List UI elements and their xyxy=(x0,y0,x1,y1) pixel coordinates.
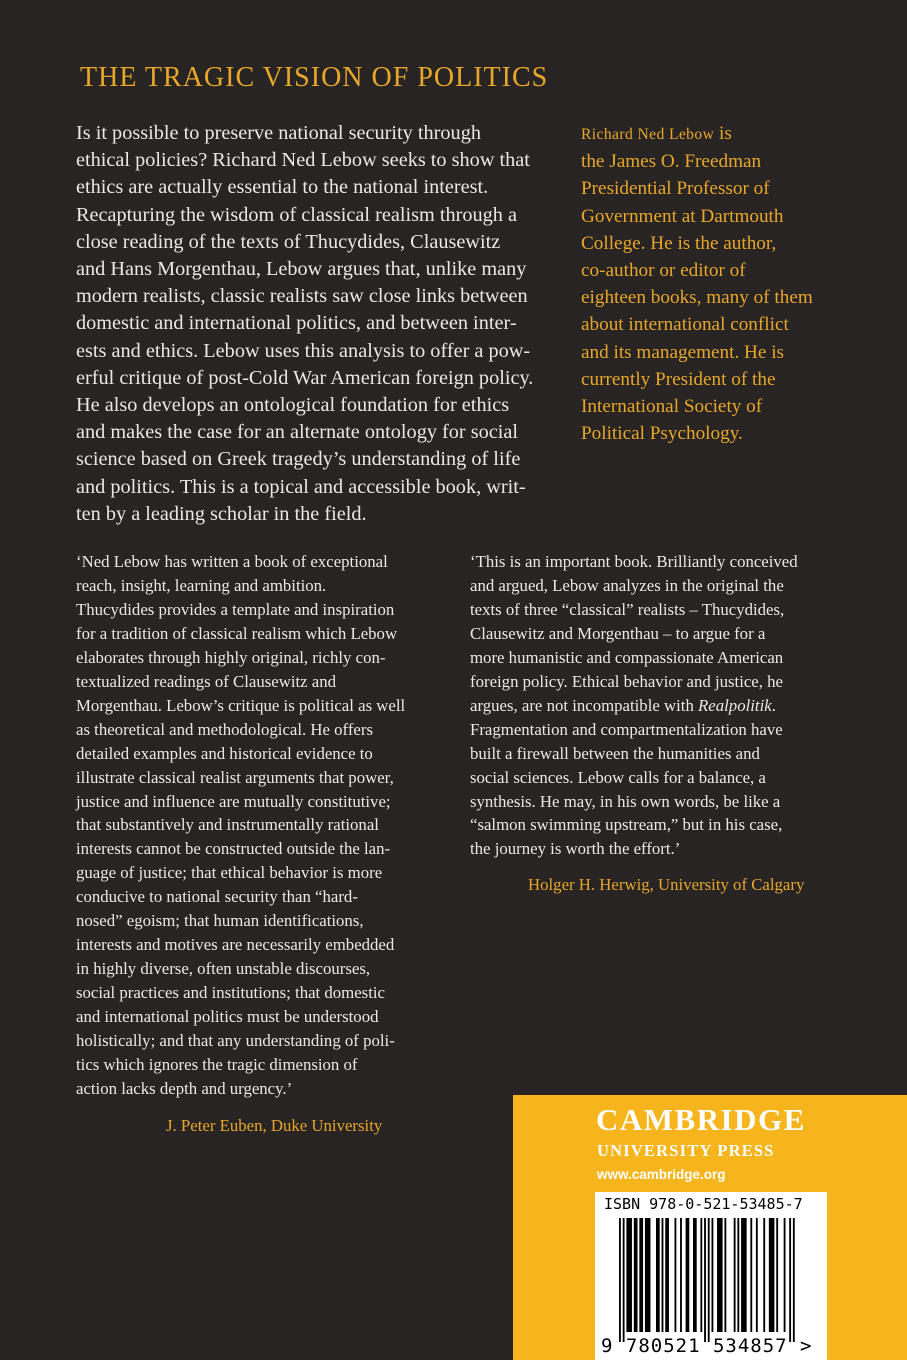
blurb-line: and Hans Morgenthau, Lebow argues that, unlike many xyxy=(76,258,527,281)
bio-first-line xyxy=(581,120,871,148)
quote1-line: guage of justice; that ethical behavior is more xyxy=(76,863,383,883)
barcode-bar xyxy=(626,1218,632,1332)
publisher-panel xyxy=(513,1095,907,1360)
quote1-line: and international politics must be understood xyxy=(76,1007,379,1027)
quote1-line: in highly diverse, often unstable discourses, xyxy=(76,959,371,979)
quote1-line: interests and motives are necessarily embedded xyxy=(76,935,395,955)
quote1-line: that substantively and instrumentally rational xyxy=(76,815,379,835)
bio-line: the James O. Freedman xyxy=(581,151,762,173)
blurb-line: He also develops an ontological foundation for ethics xyxy=(76,394,510,417)
blurb-line: and politics. This is a topical and accessible book, writ- xyxy=(76,475,526,498)
publisher-url: www.cambridge.org xyxy=(597,1167,726,1182)
isbn-label: ISBN 978-0-521-53485-7 xyxy=(604,1195,803,1213)
barcode-bar xyxy=(734,1218,736,1332)
barcode-bar xyxy=(784,1218,786,1332)
quote2-line: texts of three “classical” realists – Thucydides, xyxy=(470,599,785,619)
bio-line: International Society of xyxy=(581,396,763,418)
quote2-line: social sciences. Lebow calls for a balance, a xyxy=(470,767,766,787)
quote1-line: conducive to national security than “hard- xyxy=(76,887,358,907)
review-attribution-herwig: Holger H. Herwig, University of Calgary xyxy=(528,875,805,894)
barcode-bar xyxy=(675,1218,677,1332)
quote1-line: textualized readings of Clausewitz and xyxy=(76,671,337,691)
quote1-line: for a tradition of classical realism which Lebow xyxy=(76,623,398,643)
barcode-bar xyxy=(704,1218,706,1342)
barcode-bar xyxy=(750,1218,752,1332)
blurb-line: ten by a leading scholar in the field. xyxy=(76,502,367,525)
barcode-bar xyxy=(769,1218,775,1332)
quote2-line: “salmon swimming upstream,” but in his case, xyxy=(470,815,783,835)
blurb-line: and makes the case for an alternate ontology for social xyxy=(76,421,519,444)
barcode-bar xyxy=(717,1218,723,1332)
quote1-line: as theoretical and methodological. He offers xyxy=(76,719,373,739)
quote1-line: interests cannot be constructed outside the lan- xyxy=(76,839,391,859)
barcode-bar xyxy=(708,1218,710,1342)
barcode-bar xyxy=(793,1218,795,1342)
quote2-line: Fragmentation and compartmentalization have xyxy=(470,719,783,739)
quote1-line: Morgenthau. Lebow’s critique is political as well xyxy=(76,695,406,715)
quote1-line: reach, insight, learning and ambition. xyxy=(76,575,327,595)
quote1-line: nosed” egoism; that human identifications, xyxy=(76,911,364,931)
review-quote-euben xyxy=(76,550,451,1101)
bio-line: currently President of the xyxy=(581,368,776,390)
bio-line: and its management. He is xyxy=(581,341,785,363)
quote2-line: ‘This is an important book. Brilliantly conceived xyxy=(470,552,798,571)
barcode-bar xyxy=(763,1218,765,1332)
book-blurb xyxy=(76,120,564,528)
barcode-bar xyxy=(712,1218,714,1332)
quote1-line: social practices and institutions; that domestic xyxy=(76,983,385,1003)
bio-first-line-rest: is xyxy=(714,123,732,144)
author-name: Richard Ned Lebow xyxy=(581,126,715,143)
isbn-barcode xyxy=(595,1192,827,1360)
quote2-line: the journey is worth the effort.’ xyxy=(470,839,681,859)
blurb-line: erful critique of post-Cold War American foreign policy. xyxy=(76,366,534,389)
quote1-line: justice and influence are mutually constitutive; xyxy=(76,791,391,811)
quote1-line: tics which ignores the tragic dimension of xyxy=(76,1055,358,1075)
quote2-line: argues, are not incompatible with Realpolitik. xyxy=(470,695,776,715)
blurb-line: close reading of the texts of Thucydides, Clausewitz xyxy=(76,230,501,253)
bio-line: Government at Dartmouth xyxy=(581,205,784,227)
bio-line: Presidential Professor of xyxy=(581,178,770,200)
quote2-line: synthesis. He may, in his own words, be like a xyxy=(470,791,781,811)
barcode-bar xyxy=(789,1218,791,1342)
blurb-line: ethics are actually essential to the national interest. xyxy=(76,176,489,199)
blurb-line: modern realists, classic realists saw close links between xyxy=(76,285,528,308)
quote1-line: Thucydides provides a template and inspiration xyxy=(76,599,395,619)
quote2-line: foreign policy. Ethical behavior and justice, he xyxy=(470,671,783,691)
publisher-subname: UNIVERSITY PRESS xyxy=(597,1141,775,1160)
quote1-line: ‘Ned Lebow has written a book of exceptional xyxy=(76,552,388,571)
barcode-bar xyxy=(680,1218,682,1332)
quote2-line: Clausewitz and Morgenthau – to argue for a xyxy=(470,623,766,643)
barcode-bar xyxy=(700,1218,702,1332)
bio-line: College. He is the author, xyxy=(581,232,777,254)
quote2-line: and argued, Lebow analyzes in the original the xyxy=(470,575,784,595)
barcode-number: 9 780521 534857 > xyxy=(601,1335,813,1357)
quote1-line: action lacks depth and urgency.’ xyxy=(76,1078,293,1098)
blurb-line: domestic and international politics, and between inter- xyxy=(76,312,517,335)
bio-line: eighteen books, many of them xyxy=(581,287,813,309)
bio-line: Political Psychology. xyxy=(581,423,743,445)
author-bio xyxy=(581,120,871,447)
barcode-bar xyxy=(639,1218,643,1332)
bio-line: co-author or editor of xyxy=(581,260,746,282)
barcode-bar xyxy=(634,1218,638,1332)
barcode-bar xyxy=(756,1218,758,1332)
review-quote-herwig xyxy=(470,550,850,861)
barcode-bar xyxy=(623,1218,625,1342)
quote1-line: holistically; and that any understanding of poli- xyxy=(76,1031,395,1051)
barcode-bar xyxy=(776,1218,778,1332)
publisher-name: CAMBRIDGE xyxy=(596,1102,806,1137)
blurb-line: ethical policies? Richard Ned Lebow seeks to show that xyxy=(76,149,530,172)
barcode-bar xyxy=(737,1218,739,1332)
book-title: THE TRAGIC VISION OF POLITICS xyxy=(80,62,549,93)
quote2-line: more humanistic and compassionate American xyxy=(470,647,784,667)
quote1-line: elaborates through highly original, richly con- xyxy=(76,647,386,667)
barcode-bar xyxy=(741,1218,747,1332)
barcode-bar xyxy=(645,1218,651,1332)
realpolitik-term: Realpolitik xyxy=(698,695,772,715)
barcode-bar xyxy=(662,1218,664,1332)
blurb-line: ests and ethics. Lebow uses this analysis to offer a pow- xyxy=(76,339,531,362)
quote1-line: detailed examples and historical evidence to xyxy=(76,743,373,763)
review-attribution-euben: J. Peter Euben, Duke University xyxy=(166,1116,383,1135)
blurb-line: science based on Greek tragedy’s understanding of life xyxy=(76,448,521,471)
blurb-line: Recapturing the wisdom of classical realism through a xyxy=(76,203,517,226)
barcode-bar xyxy=(656,1218,660,1332)
barcode-bar xyxy=(693,1218,697,1332)
quote1-line: illustrate classical realist arguments that power, xyxy=(76,767,394,787)
barcode-bar xyxy=(724,1218,726,1332)
bio-line: about international conflict xyxy=(581,314,789,336)
blurb-line: Is it possible to preserve national security through xyxy=(76,122,481,144)
barcode-bar xyxy=(686,1218,690,1332)
barcode-bar xyxy=(665,1218,669,1332)
barcode-bar xyxy=(619,1218,621,1342)
quote2-line: built a firewall between the humanities and xyxy=(470,743,760,763)
